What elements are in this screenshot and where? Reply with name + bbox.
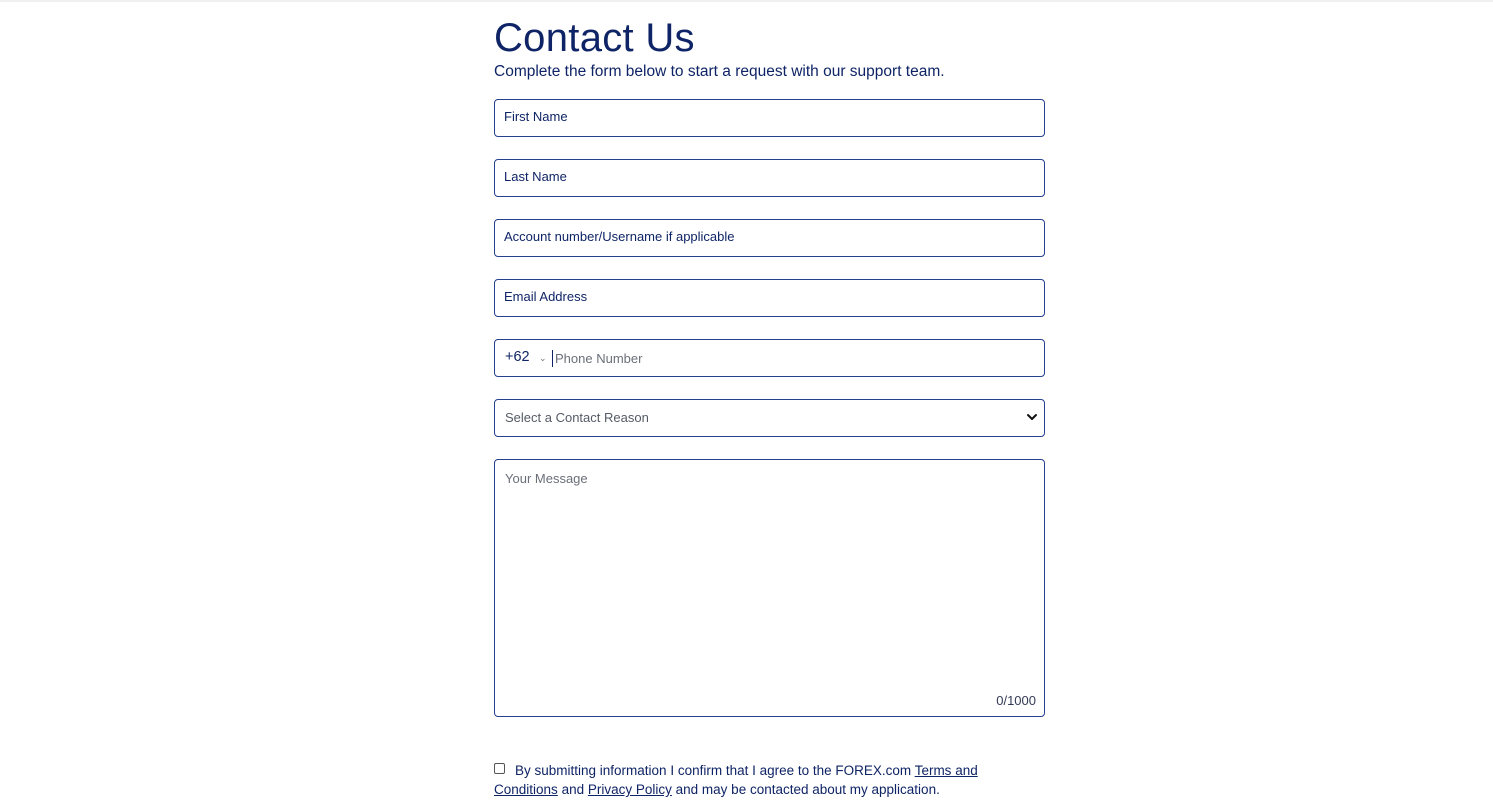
first-name-label: First Name: [504, 109, 568, 124]
top-divider: [0, 0, 1493, 2]
email-field[interactable]: [494, 279, 1045, 317]
privacy-policy-link[interactable]: Privacy Policy: [587, 782, 672, 797]
contact-reason-select[interactable]: [494, 399, 1045, 437]
page-title: Contact Us: [494, 16, 695, 60]
account-number-label: Account number/Username if applicable: [504, 229, 735, 244]
chevron-down-icon[interactable]: ⌄: [539, 353, 547, 363]
consent-text: [494, 761, 1034, 799]
phone-text-cursor: [552, 350, 553, 367]
phone-field: [494, 339, 1045, 377]
account-number-field[interactable]: [494, 219, 1045, 257]
email-label: Email Address: [504, 289, 588, 304]
terms-and-conditions-link[interactable]: Terms and Conditions: [494, 763, 978, 797]
consent-text-outro: and may be contacted about my application.: [675, 782, 940, 797]
first-name-field[interactable]: [494, 99, 1045, 137]
message-textarea[interactable]: [494, 459, 1045, 717]
contact-reason-placeholder: Select a Contact Reason: [505, 410, 649, 425]
consent-text-and: and: [561, 782, 585, 797]
page-subtitle: Complete the form below to start a request with our support team.: [494, 63, 945, 80]
last-name-field[interactable]: [494, 159, 1045, 197]
message-placeholder: Your Message: [505, 471, 588, 486]
last-name-label: Last Name: [504, 169, 567, 184]
consent-text-intro: By submitting information I confirm that I agree to the FOREX.com: [515, 763, 912, 778]
character-counter: 0/1000: [996, 693, 1036, 708]
phone-number-input[interactable]: Phone Number: [555, 351, 643, 366]
chevron-down-icon: [1026, 411, 1038, 423]
phone-country-code-select[interactable]: +62: [505, 349, 530, 365]
